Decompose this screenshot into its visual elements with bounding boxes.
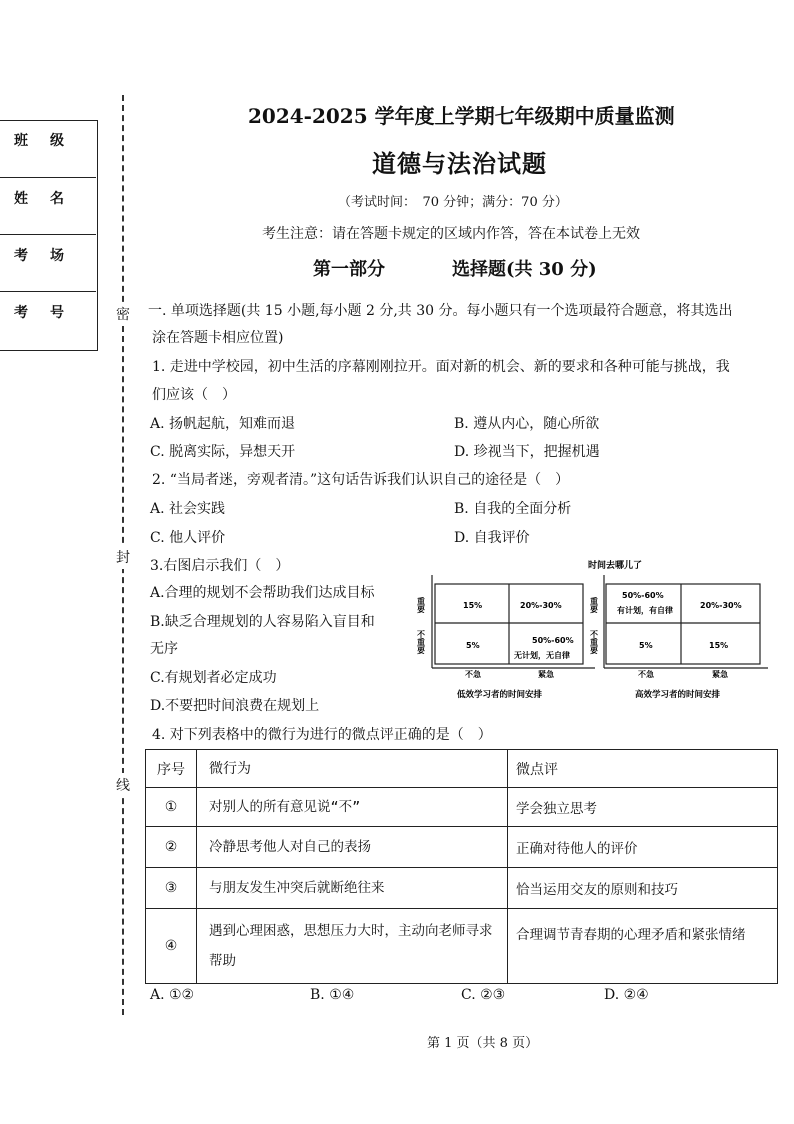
q4-stem: 4. 对下列表格中的微行为进行的微点评正确的是（ ）: [152, 727, 492, 743]
row-number: ②: [146, 827, 197, 868]
instructions-line-1: 一. 单项选择题(共 15 小题,每小题 2 分,共 30 分。每小题只有一个选项最符合题意，将其选出: [148, 303, 733, 319]
table-row: [146, 909, 778, 984]
high-cell-unimportant-not-urgent: 5%: [639, 641, 653, 650]
low-x-left-label: 不急: [465, 670, 481, 679]
low-efficiency-matrix: [417, 575, 596, 700]
high-cell-important-urgent: 20%-30%: [700, 601, 742, 610]
high-caption: 高效学习者的时间安排: [635, 690, 721, 700]
row-comment: 正确对待他人的评价: [508, 827, 778, 868]
row-behavior: 与朋友发生冲突后就断绝往来: [197, 868, 508, 909]
high-x-right-label: 紧急: [712, 670, 728, 679]
header-comment: 微点评: [508, 750, 778, 788]
low-cell-important-not-urgent: 15%: [463, 601, 483, 610]
binding-char-mi: 密: [116, 302, 130, 326]
subject-title: 道德与法治试题: [372, 149, 547, 178]
row-comment: 学会独立思考: [508, 788, 778, 827]
name-field[interactable]: [0, 178, 96, 235]
row-comment: 合理调节青春期的心理矛盾和紧张情绪: [508, 909, 778, 984]
low-cell-unimportant-urgent-1: 50%-60%: [532, 636, 574, 645]
q3-option-d[interactable]: D.不要把时间浪费在规划上: [150, 698, 320, 714]
section-part: 第一部分: [313, 259, 385, 280]
q2-option-a[interactable]: A. 社会实践: [150, 501, 226, 517]
row-behavior: 冷静思考他人对自己的表扬: [197, 827, 508, 868]
q1-option-a[interactable]: A. 扬帆起航，知难而退: [150, 416, 296, 432]
exam-title: 2024-2025 学年度上学期七年级期中质量监测: [248, 104, 675, 128]
table-row: [146, 788, 778, 827]
time-allocation-figure: [410, 552, 785, 707]
row-comment: 恰当运用交友的原则和技巧: [508, 868, 778, 909]
instructions-line-2: 涂在答题卡相应位置): [152, 330, 284, 346]
section-name: 选择题(共 30 分): [452, 259, 597, 280]
q1-option-d[interactable]: D. 珍视当下，把握机遇: [454, 444, 600, 460]
q3-stem: 3.右图启示我们（ ）: [150, 558, 290, 574]
class-label: 班级: [14, 133, 86, 149]
q4-option-d[interactable]: D. ②④: [604, 987, 649, 1003]
q4-option-b[interactable]: B. ①④: [310, 987, 355, 1003]
q2-option-d[interactable]: D. 自我评价: [454, 530, 530, 546]
q4-option-c[interactable]: C. ②③: [461, 987, 506, 1003]
table-header-row: [146, 750, 778, 788]
q2-option-b[interactable]: B. 自我的全面分析: [454, 501, 572, 517]
low-x-right-label: 紧急: [538, 670, 554, 679]
low-y-bottom-label: 不重要: [416, 630, 426, 654]
student-info-box: [0, 120, 98, 351]
class-field[interactable]: [0, 121, 96, 178]
exam-info: （考试时间： 70 分钟；满分：70 分）: [338, 195, 568, 210]
table-row: [146, 868, 778, 909]
high-efficiency-matrix: [590, 575, 769, 700]
q1-option-c[interactable]: C. 脱离实际，异想天开: [150, 444, 296, 460]
q4-option-a[interactable]: A. ①②: [150, 987, 195, 1003]
header-behavior: 微行为: [197, 750, 508, 788]
q1-stem-line-1: 1. 走进中学校园，初中生活的序幕刚刚拉开。面对新的机会、新的要求和各种可能与挑战，我: [152, 359, 730, 375]
q3-option-b-cont: 无序: [150, 641, 178, 657]
header-number: 序号: [146, 750, 197, 788]
name-label: 姓名: [14, 191, 86, 207]
q2-stem: 2. “当局者迷，旁观者清。”这句话告诉我们认识自己的途径是（ ）: [152, 472, 570, 488]
low-cell-important-urgent: 20%-30%: [520, 601, 562, 610]
q2-option-c[interactable]: C. 他人评价: [150, 530, 226, 546]
low-cell-unimportant-not-urgent: 5%: [466, 641, 480, 650]
q1-stem-line-2: 们应该（ ）: [152, 387, 236, 403]
low-y-top-label: 重要: [416, 597, 426, 613]
row-number: ①: [146, 788, 197, 827]
row-number: ④: [146, 909, 197, 984]
exam-notice: 考生注意：请在答题卡规定的区域内作答，答在本试卷上无效: [262, 226, 640, 242]
exam-room-label: 考场: [14, 248, 86, 264]
table-row: [146, 827, 778, 868]
binding-char-xian: 线: [116, 773, 130, 797]
row-behavior: 对别人的所有意见说“不”: [197, 788, 508, 827]
high-y-bottom-label: 不重要: [589, 630, 599, 654]
high-cell-important-not-urgent-2: 有计划，有自律: [617, 606, 673, 615]
binding-char-feng: 封: [116, 545, 130, 569]
q4-table: [145, 749, 778, 984]
row-number: ③: [146, 868, 197, 909]
row-behavior: 遇到心理困惑，思想压力大时，主动向老师寻求帮助: [197, 909, 508, 984]
q3-option-b[interactable]: B.缺乏合理规划的人容易陷入盲目和: [150, 614, 375, 630]
figure-title: 时间去哪儿了: [588, 561, 643, 571]
low-caption: 低效学习者的时间安排: [457, 690, 543, 700]
high-y-top-label: 重要: [589, 597, 599, 613]
high-cell-unimportant-urgent: 15%: [709, 641, 729, 650]
high-cell-important-not-urgent-1: 50%-60%: [622, 591, 664, 600]
exam-room-field[interactable]: [0, 235, 96, 292]
q3-option-c[interactable]: C.有规划者必定成功: [150, 670, 277, 686]
q1-option-b[interactable]: B. 遵从内心，随心所欲: [454, 416, 600, 432]
exam-number-field[interactable]: [0, 292, 96, 349]
q3-option-a[interactable]: A.合理的规划不会帮助我们达成目标: [150, 585, 375, 601]
low-cell-unimportant-urgent-2: 无计划，无自律: [514, 651, 570, 660]
page-number: 第 1 页（共 8 页）: [427, 1036, 539, 1051]
exam-number-label: 考号: [14, 305, 86, 321]
high-x-left-label: 不急: [638, 670, 654, 679]
